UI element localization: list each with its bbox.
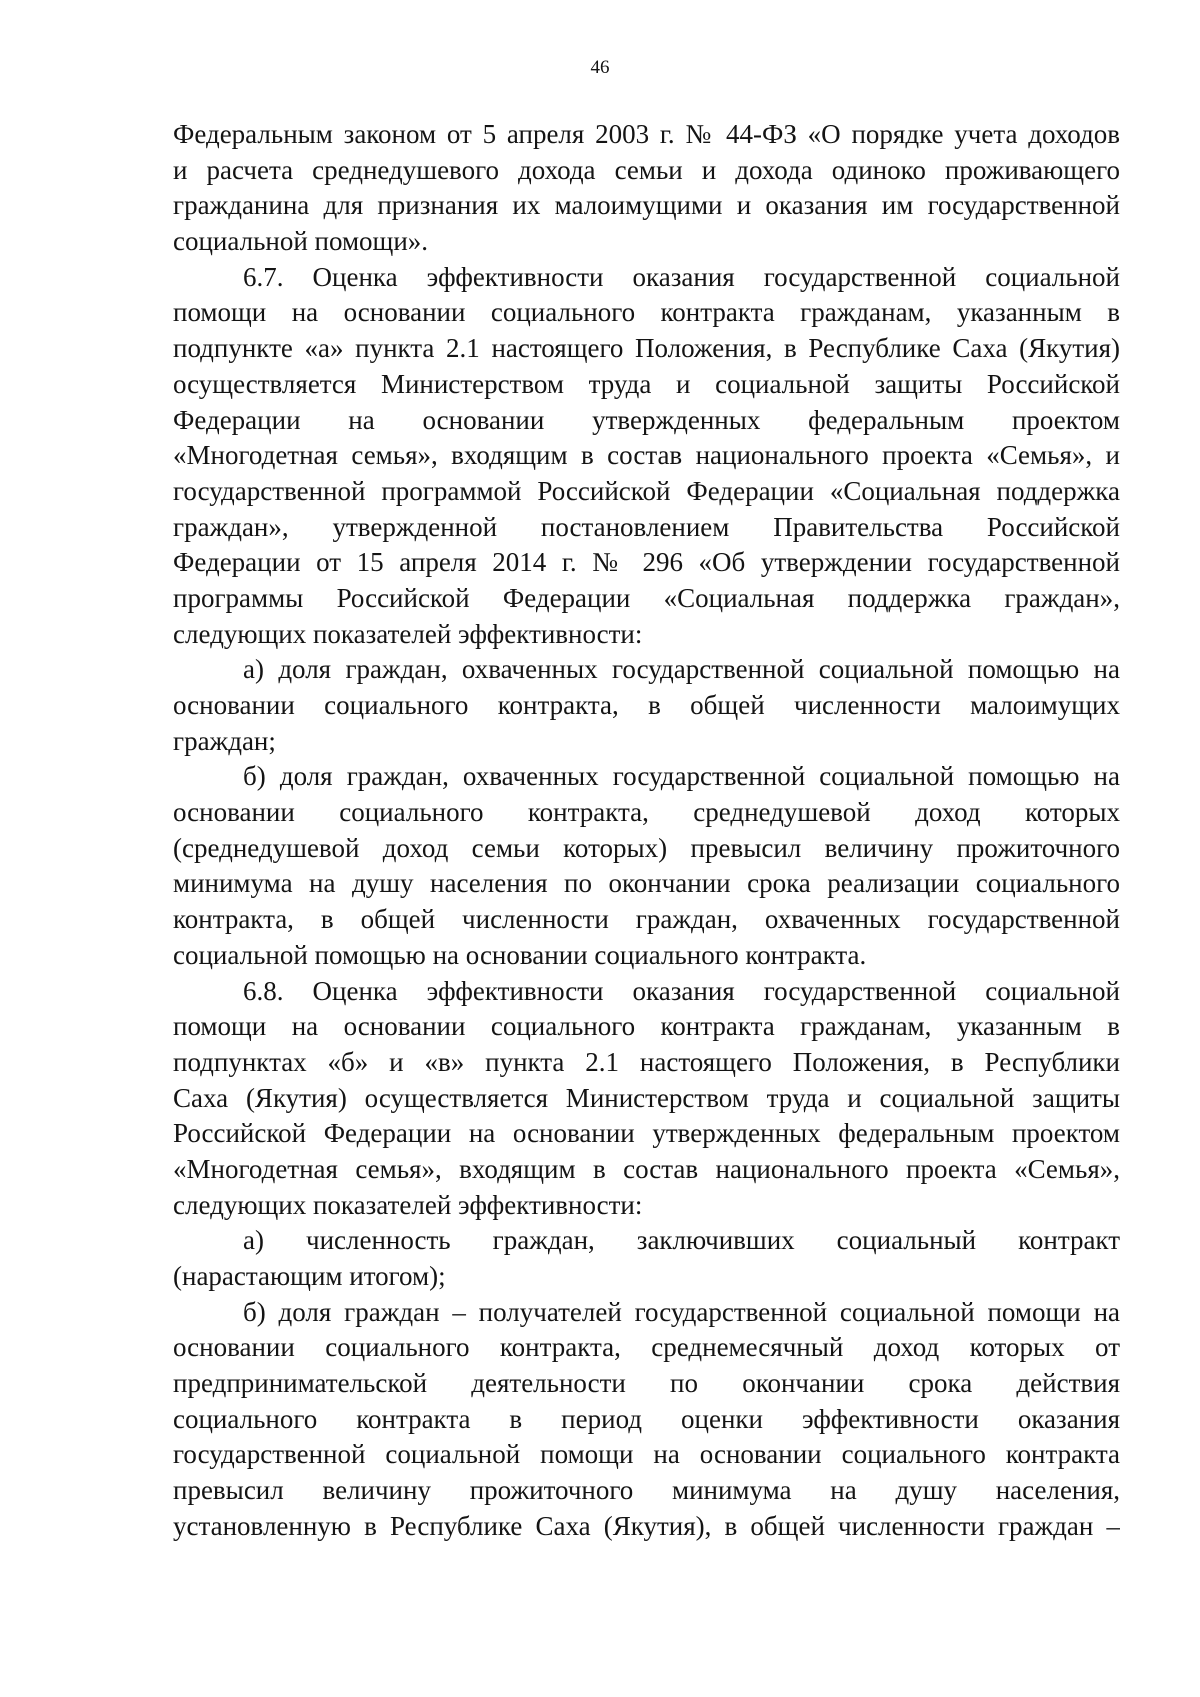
text-line: превысил величину прожиточного минимума на душу населения, [173,1475,1120,1506]
page-number: 46 [590,57,610,78]
text-line: установленную в Республике Саха (Якутия), в общей численности граждан – [173,1510,1120,1541]
text-line: социальной помощи». [173,226,429,257]
text-line: государственной социальной помощи на основании социального контракта [173,1439,1120,1470]
text-line: основании социального контракта, в общей численности малоимущих [173,690,1120,720]
text-line: Федерации от 15 апреля 2014 г. № 296 «Об утверждении государственной [173,547,1120,578]
text-line: а) численность граждан, заключивших социальный контракт [243,1225,1120,1256]
text-line: (среднедушевой доход семьи которых) превысил величину прожиточного [173,832,1120,863]
text-line: Федеральным законом от 5 апреля 2003 г. № 44-ФЗ «О порядке учета доходов [173,119,1120,149]
text-line: (нарастающим итогом); [173,1261,446,1291]
text-line: осуществляется Министерством труда и социальной защиты Российской [173,368,1120,399]
text-line: основании социального контракта, среднедушевой доход которых [173,797,1120,828]
body-text [173,117,1120,1545]
text-line: помощи на основании социального контракта гражданам, указанным в [173,297,1120,328]
text-line: 6.7. Оценка эффективности оказания государственной социальной [243,261,1120,292]
text-line: основании социального контракта, среднемесячный доход которых от [173,1332,1120,1363]
text-line: б) доля граждан, охваченных государственной социальной помощью на [243,761,1120,792]
text-line: социального контракта в период оценки эффективности оказания [173,1403,1120,1434]
text-line: контракта, в общей численности граждан, охваченных государственной [173,904,1120,935]
text-line: подпункте «а» пункта 2.1 настоящего Положения, в Республике Саха (Якутия) [173,333,1120,364]
text-line: и расчета среднедушевого дохода семьи и дохода одиноко проживающего [173,154,1120,185]
text-line: социальной помощью на основании социального контракта. [173,939,867,970]
text-line: минимума на душу населения по окончании срока реализации социального [173,868,1120,899]
text-line: гражданина для признания их малоимущими и оказания им государственной [173,190,1120,221]
text-line: подпунктах «б» и «в» пункта 2.1 настоящего Положения, в Республики [173,1046,1120,1077]
text-line: государственной программой Российской Федерации «Социальная поддержка [173,475,1120,506]
text-line: а) доля граждан, охваченных государственной социальной помощью на [243,654,1120,685]
text-line: Российской Федерации на основании утвержденных федеральным проектом [173,1118,1120,1149]
text-line: «Многодетная семья», входящим в состав национального проекта «Семья», [173,1153,1120,1184]
text-line: Федерации на основании утвержденных федеральным проектом [173,404,1120,435]
text-line: программы Российской Федерации «Социальная поддержка граждан», [173,582,1120,613]
text-line: 6.8. Оценка эффективности оказания государственной социальной [243,975,1120,1006]
text-line: граждан; [173,725,276,756]
text-line: следующих показателей эффективности: [173,1189,643,1220]
text-line: Саха (Якутия) осуществляется Министерством труда и социальной защиты [173,1082,1120,1113]
text-line: следующих показателей эффективности: [173,618,643,649]
text-line: помощи на основании социального контракта гражданам, указанным в [173,1011,1120,1042]
text-line: предпринимательской деятельности по окончании срока действия [173,1368,1120,1399]
text-line: б) доля граждан – получателей государственной социальной помощи на [243,1296,1120,1327]
text-line: «Многодетная семья», входящим в состав национального проекта «Семья», и [173,440,1120,471]
text-line: граждан», утвержденной постановлением Правительства Российской [173,511,1120,542]
